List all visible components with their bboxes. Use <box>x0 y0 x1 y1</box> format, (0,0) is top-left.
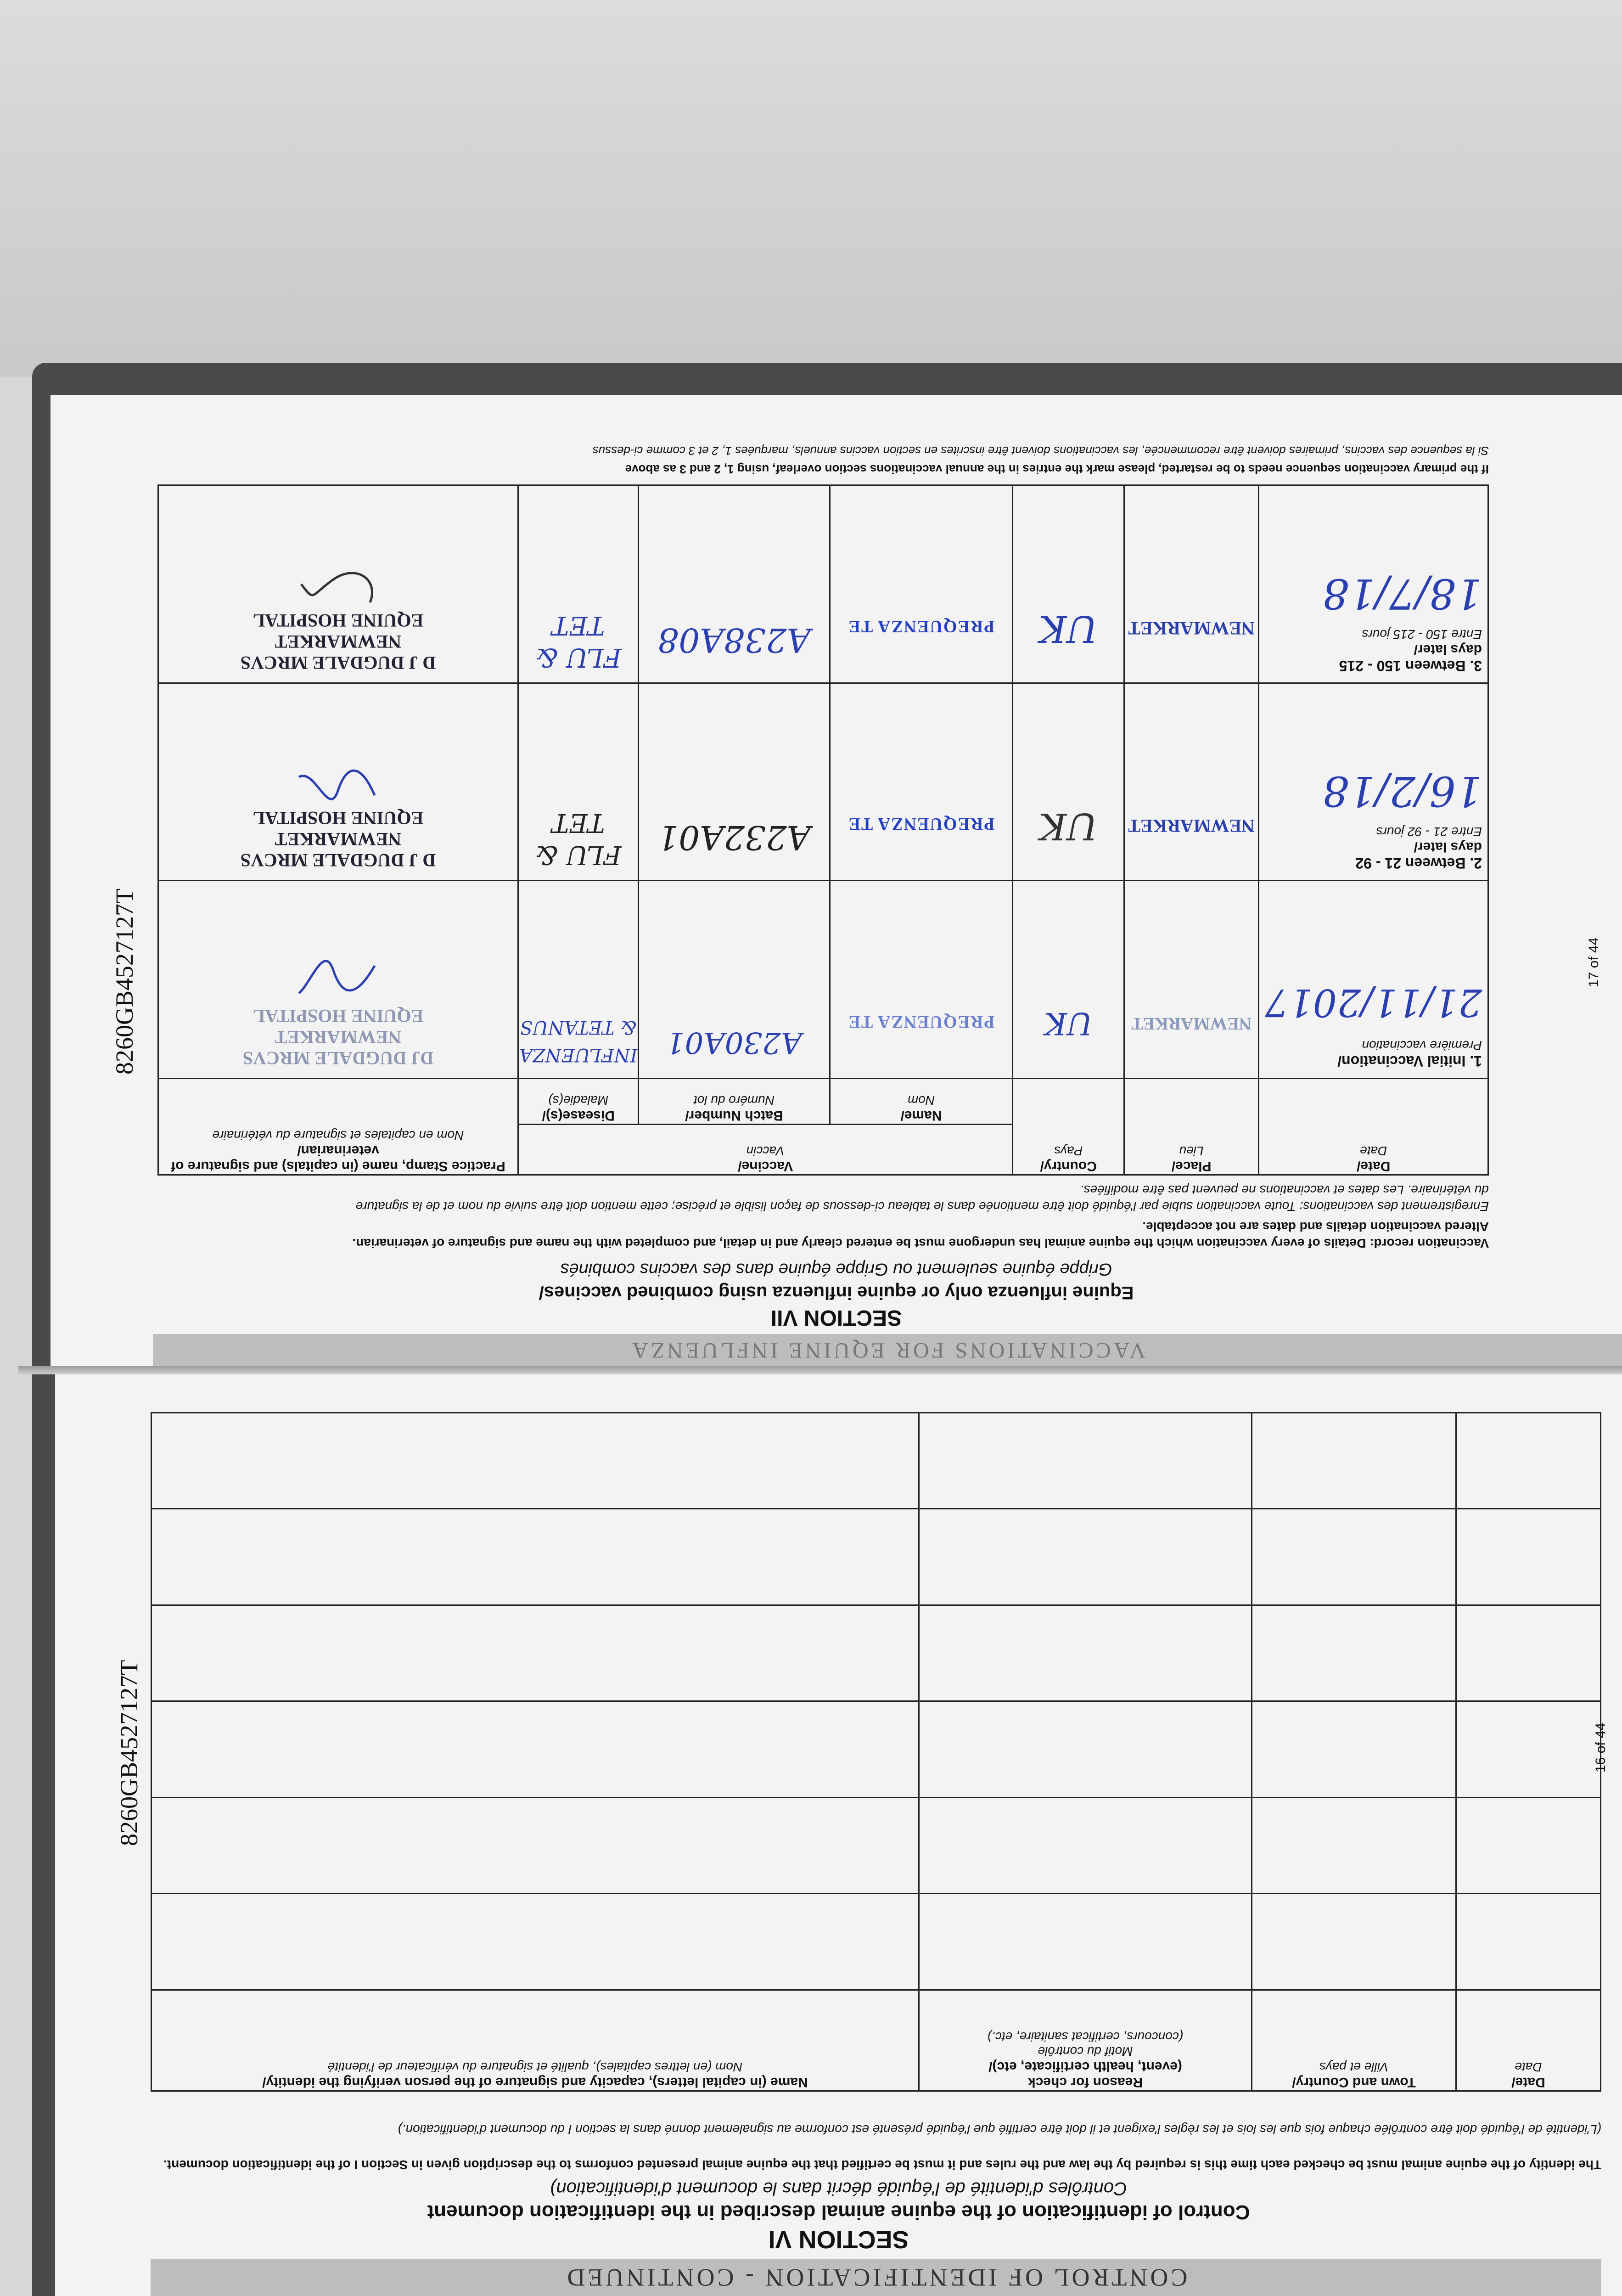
record-line-fr-2: du vétérinaire. Les dates et vaccinations ne peuvent pas être modifiées. <box>1080 1183 1489 1197</box>
record-line-fr-1: Enregistrement des vaccinations: Toute vaccination subie par l'équidé doit être mentionée dans le tableau ci-dessous de façon lisible et précise; cette mention doit être suivie du nom et de la signature <box>355 1199 1489 1214</box>
book-gutter <box>18 1366 1622 1374</box>
row-date-cell <box>1259 881 1488 1079</box>
table-row <box>152 1413 1601 1509</box>
table-row <box>152 1605 1601 1702</box>
disease-handwritten: FLU & TET <box>535 808 622 870</box>
row-label: 2. Between 21 - 92 <box>1355 855 1482 872</box>
col-date: Date/ Date <box>1259 1079 1488 1175</box>
row-batch-cell <box>639 881 830 1079</box>
restart-note-fr: Si la sequence des vaccins, primaires doivent être recommencée, les vaccinations doivent être inscrites en section vaccins annuels, marquées 1, 2 et 3 comme ci-dessus <box>592 444 1489 458</box>
intro-line-fr-1: (L'identité de l'équidé doit être contrôlée chaque fois que les lois et les règles l'exigent et il doit être certifié que l'équidé présenté est conforme au signalement donné dans la section I du document <box>490 2122 1601 2137</box>
row-batch-cell <box>639 485 830 683</box>
col-vaccine-name: Name/ Nom <box>830 1079 1013 1125</box>
background-wall <box>0 0 1622 377</box>
vaccine-stamp: PREQUENZA TE <box>847 814 995 834</box>
col-reason: Reason for check (event, health certificate, etc)/ Motif du contrôle (concours, certificat sanitaire, etc.) <box>919 1990 1252 2091</box>
place-stamp: NEWMARKET <box>1128 618 1255 639</box>
col-vaccine: Vaccine/ Vaccin <box>518 1125 1013 1175</box>
row-place-cell <box>1124 485 1259 683</box>
vaccination-date: 16/2/18 <box>1323 767 1482 816</box>
row-vaccine-cell <box>830 683 1013 881</box>
row-label: 3. Between 150 - 215 <box>1339 657 1482 674</box>
vaccination-title-en: Equine influenza only or equine influenza using combined vaccines/ <box>539 1283 1134 1303</box>
section-header-bar: VACCINATIONS FOR EQUINE INFLUENZA <box>153 1334 1622 1366</box>
place-stamp: NEWMARKET <box>1131 1014 1252 1033</box>
identity-check-table <box>151 1412 1601 2092</box>
vaccination-record-text <box>157 1218 1489 1251</box>
vet-stamp-line-2: NEWMARKET <box>275 1027 402 1047</box>
row-disease-cell <box>518 683 639 881</box>
col-batch: Batch Number/ Numéro du lot <box>639 1079 830 1125</box>
row-date-cell <box>1259 683 1488 881</box>
vaccine-stamp: PREQUENZA TE <box>847 616 995 636</box>
vet-stamp-line-2: NEWMARKET <box>275 631 402 652</box>
restart-note-en: If the primary vaccination sequence needs to be restarted, please mark the entries in the annual vaccinations section overleaf, using 1, 2 and 3 as above <box>625 462 1489 476</box>
intro-text-en <box>151 2156 1601 2173</box>
col-country: Country/ Pays <box>1013 1079 1124 1175</box>
row-label: 1. Initial Vaccination/ <box>1337 1053 1482 1069</box>
col-disease: Disease(s)/ Maladie(s) <box>518 1079 639 1125</box>
row-label-2: days later/ <box>1414 839 1482 855</box>
col-date: Date/ Date <box>1456 1990 1601 2091</box>
vaccination-row <box>158 683 1488 881</box>
vet-stamp-line-3: EQUINE HOSPITAL <box>253 808 424 829</box>
section-title: SECTION VII <box>770 1306 902 1330</box>
left-page <box>55 1373 1622 2296</box>
col-town: Town and Country/ Ville et pays <box>1252 1990 1456 2091</box>
intro-line-2: given in Section I of the identification document. <box>163 2158 460 2172</box>
page-number-17: 17 of 44 <box>1586 937 1601 987</box>
record-line-2: Altered vaccination details and dates are not acceptable. <box>1142 1220 1489 1234</box>
row-label-fr: Entre 21 - 92 jours <box>1376 825 1482 839</box>
table-header-row <box>152 1990 1601 2091</box>
vet-stamp-line-3: EQUINE HOSPITAL <box>253 1006 424 1026</box>
table-row <box>152 1701 1601 1798</box>
row-disease-cell <box>518 881 639 1079</box>
row-batch-cell <box>639 683 830 881</box>
section-title: SECTION VI <box>768 2226 909 2253</box>
row-stamp-cell <box>158 881 518 1079</box>
record-line-1: Vaccination record: Details of every vaccination which the equine animal has undergone must be entered clearly and in detail, and completed with the name and signature of veterinarian. <box>352 1236 1489 1250</box>
vaccination-row <box>158 485 1488 683</box>
col-place: Place/ Lieu <box>1124 1079 1259 1175</box>
disease-handwritten: FLU & TET <box>535 610 622 672</box>
row-disease-cell <box>518 485 639 683</box>
intro-line-1: The identity of the equine animal must be checked each time this is required by the law and the rules and it must be certified that the equine animal presented conforms to the description <box>463 2158 1601 2172</box>
vet-signature <box>292 957 384 1002</box>
col-stamp: Practice Stamp, name (in capitals) and signature of veterinarian/ Nom en capitales et signature du vétérinaire <box>158 1079 518 1175</box>
passport-number-left: 8260GB4527127T <box>115 1660 143 1846</box>
row-label-fr: Entre 150 - 215 jours <box>1362 627 1482 642</box>
page-number-16: 16 of 44 <box>1593 1722 1608 1773</box>
vaccination-title-fr: Grippe équine seulement ou Grippe équine dans des vaccins combinés <box>560 1260 1112 1279</box>
intro-text-fr <box>151 2121 1601 2138</box>
intro-line-fr-2: d'identification.) <box>398 2122 487 2137</box>
vet-stamp-line-1: DJ DUGDALE MRCVS <box>242 1048 434 1069</box>
disease-handwritten: INFLUENZA & TETANUS <box>519 1017 638 1065</box>
row-label-fr: Première vaccination <box>1362 1038 1482 1052</box>
control-title-fr: Contrôles d'identité de l'équidé décrit dans le document d'identification) <box>550 2178 1128 2199</box>
vaccination-date: 18/7/18 <box>1323 569 1482 618</box>
vet-signature <box>292 759 384 805</box>
row-vaccine-cell <box>830 485 1013 683</box>
section-header-bar: CONTROL OF IDENTIFICATION - CONTINUED <box>151 2259 1601 2296</box>
row-country-cell <box>1013 881 1124 1079</box>
right-page <box>51 395 1622 1366</box>
control-title-en: Control of identification of the equine animal described in the identification document <box>427 2201 1250 2223</box>
row-date-cell <box>1259 485 1488 683</box>
col-name: Name (in capital letters), capacity and signature of the person verifying the identity/ Nom (en lettres capitales), qualité et signature du vérificateur de l'identité <box>152 1990 919 2091</box>
table-row <box>152 1798 1601 1894</box>
vet-stamp-line-1: D J DUGDALE MRCVS <box>240 652 436 673</box>
country-handwritten: UK <box>1039 805 1098 848</box>
row-place-cell <box>1124 683 1259 881</box>
vet-signature <box>292 561 384 607</box>
batch-number: A232A01 <box>657 818 811 857</box>
row-country-cell <box>1013 485 1124 683</box>
left-page-content <box>55 1373 1622 2296</box>
country-handwritten: UK <box>1039 607 1098 650</box>
row-country-cell <box>1013 683 1124 881</box>
row-stamp-cell <box>158 485 518 683</box>
table-row <box>152 1509 1601 1605</box>
right-page-content <box>51 395 1622 1366</box>
row-vaccine-cell <box>830 881 1013 1079</box>
vet-stamp-line-2: NEWMARKET <box>275 829 402 850</box>
vet-stamp-line-3: EQUINE HOSPITAL <box>253 610 424 631</box>
batch-number: A230A01 <box>666 1025 803 1059</box>
vet-stamp-line-1: D J DUGDALE MRCVS <box>240 850 436 871</box>
row-stamp-cell <box>158 683 518 881</box>
table-header-row <box>158 1125 1488 1175</box>
batch-number: A238A08 <box>657 620 811 659</box>
vaccination-row <box>158 881 1488 1079</box>
country-handwritten: UK <box>1044 1006 1093 1041</box>
vaccination-record-text-fr <box>157 1182 1489 1215</box>
vaccine-stamp: PREQUENZA TE <box>847 1012 995 1031</box>
table-row <box>152 1894 1601 1990</box>
place-stamp: NEWMARKET <box>1128 816 1255 837</box>
passport-number-right: 8260GB4527127T <box>111 889 138 1075</box>
row-place-cell <box>1124 881 1259 1079</box>
vaccination-date: 21/11/2017 <box>1265 980 1482 1024</box>
row-label-2: days later/ <box>1414 642 1482 657</box>
vaccination-table <box>157 484 1489 1176</box>
